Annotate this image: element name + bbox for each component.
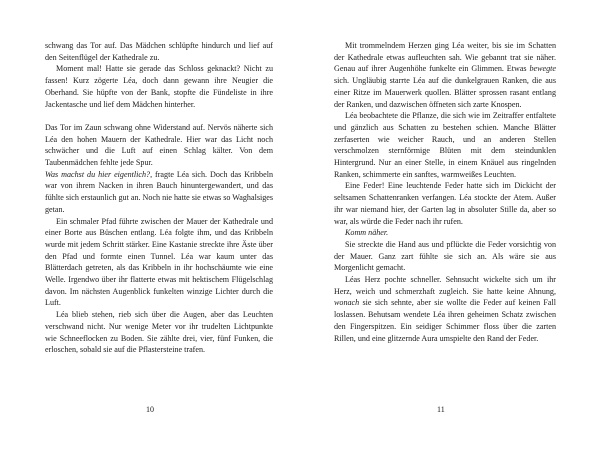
paragraph-text: sich. Ungläubig starrte Léa auf die dunkelgrauen Ranken, die aus einer Ritze im Mauerwerk quollen. Blätter sprossen rasant entlang der Ranken, und dazwischen öffneten sich zarte Knospen. xyxy=(334,76,556,109)
paragraph-text: sie sich sehnte, aber sie wollte die Feder auf keinen Fall loslassen. Behutsam wendete Léa ihren geheimen Schatz zwischen den Fingerspitzen. Ein seidiger Schimmer floss über die zarten Rillen, und eine glitzernde Aura umspielte den Rand der Feder. xyxy=(334,298,556,343)
italic-word: bewegte xyxy=(529,64,556,74)
paragraph: Moment mal! Hatte sie gerade das Schloss geknackt? Nicht zu fassen! Kurz zögerte Léa, doch dann gewann ihre Neugier die Oberhand. Sie hüpfte von der Bank, stopfte die Fündeliste in ihre Jackentasche und lief dem Mädchen hinterher. xyxy=(45,64,273,109)
paragraph-text: , fragte Léa sich. Doch das Kribbeln war von ihrem Nacken in ihren Bauch hinuntergewandert, und das fühlte sich erstaunlich gut an. Noch nie hatte sie etwas so Waghalsiges getan. xyxy=(45,169,274,214)
right-page xyxy=(334,40,556,344)
paragraph-text: Mit trommelndem Herzen ging Léa weiter, bis sie im Schatten der Kathedrale etwas aufleuchten sah. Wie gebannt trat sie näher. Genau auf ihrer Augenhöhe funkelte ein Glimmen. Etwas xyxy=(334,41,556,74)
paragraph: Léa blieb stehen, rieb sich über die Augen, aber das Leuchten verschwand nicht. Nur wenige Meter vor ihr trudelten Lichtpunkte wie Schneeflocken zu Boden. Sie zählte drei, vier, fünf Funken, die erloschen, sobald sie auf die Pflastersteine trafen. xyxy=(45,310,273,355)
left-page xyxy=(45,40,273,356)
paragraph xyxy=(45,169,273,216)
paragraph: schwang das Tor auf. Das Mädchen schlüpfte hindurch und lief auf den Seitenflügel der Kathedrale zu. xyxy=(45,41,273,62)
paragraph-text: Léas Herz pochte schneller. Sehnsucht wickelte sich um ihr Herz, weich und schmerzhaft zugleich. Sie hatte keine Ahnung, xyxy=(334,275,556,296)
paragraph xyxy=(334,227,556,239)
paragraph: Sie streckte die Hand aus und pflückte die Feder vorsichtig von der Mauer. Ganz zart fühlte sie sich an. Als wäre sie aus Morgenlicht gemacht. xyxy=(334,239,556,273)
paragraph: Ein schmaler Pfad führte zwischen der Mauer der Kathedrale und einer Borte aus Büschen entlang. Léa folgte ihm, und das Kribbeln wurde mit jedem Schritt stärker. Eine Kastanie streckte ihre Äste über den Pfad und formte einen Tunnel. Léa war kaum unter das Blätterdach getreten, als das Kribbeln in ihr hochschäumte wie eine Welle. Irgendwo über ihr flatterte etwas mit hektischem Flügelschlag davon. Im nächsten Augenblick funkelten winzige Lichter durch die Luft. xyxy=(45,216,273,308)
paragraph: Das Tor im Zaun schwang ohne Widerstand auf. Nervös näherte sich Léa den hohen Mauern der Kathedrale. Hier war das Licht noch schwächer und die Luft auf einen Schlag kälter. Von dem Taubenmädchen fehlte jede Spur. xyxy=(45,122,273,168)
paragraph: Eine Feder! Eine leuchtende Feder hatte sich im Dickicht der seltsamen Schattenranken verfangen. Léa stockte der Atem. Außer ihr war niemand hier, der Garten lag in absoluter Stille da, aber so war, als würde die Feder nach ihr rufen. xyxy=(334,181,556,226)
italic-thought: Was machst du hier eigentlich? xyxy=(45,169,151,179)
paragraph xyxy=(334,274,556,344)
italic-thought: Komm näher. xyxy=(345,228,389,238)
italic-word: wonach xyxy=(334,298,360,308)
page-number-left: 10 xyxy=(146,405,154,414)
paragraph xyxy=(334,40,556,110)
paragraph: Léa beobachtete die Pflanze, die sich wie im Zeitraffer entfaltete und gänzlich aus Schatten zu bestehen schien. Manche Blätter zerfaserten wie weicher Rauch, und an anderen Stellen verschmolzen sternförmige Blüten mit dem steindunklen Hintergrund. Nur an einer Stelle, in einem Knäuel aus ringelnden Ranken, schimmerte ein sanftes, warmweißes Leuchten. xyxy=(334,111,556,179)
page-number-right: 11 xyxy=(437,405,445,414)
